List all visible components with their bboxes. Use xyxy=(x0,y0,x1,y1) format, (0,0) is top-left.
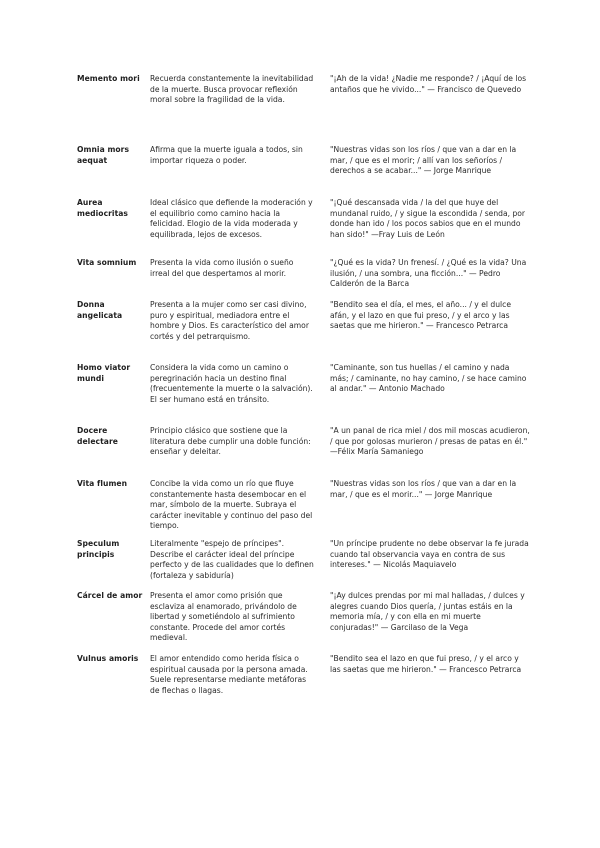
glossary-table xyxy=(77,74,530,704)
table-row xyxy=(77,198,527,258)
row-term: Omnia mors aequat xyxy=(77,145,130,165)
row-term: Vulnus amoris xyxy=(77,654,139,663)
row-quote: "¡Ah de la vida! ¿Nadie me responde? / ¡Aquí de los antaños que he vivido..." — Francisco de Quevedo xyxy=(330,74,527,94)
row-term: Vita somnium xyxy=(77,258,137,267)
row-definition: Considera la vida como un camino o peregrinación hacia un destino final (frecuentemente la muerte o la salvación). El ser humano está en tránsito. xyxy=(150,363,313,404)
row-definition: Presenta la vida como ilusión o sueño irreal del que despertamos al morir. xyxy=(150,258,294,278)
row-definition: Recuerda constantemente la inevitabilidad de la muerte. Busca provocar reflexión moral sobre la fragilidad de la vida. xyxy=(150,74,314,105)
table-row xyxy=(77,654,527,704)
table-row xyxy=(77,74,527,145)
row-quote: "Bendito sea el lazo en que fui preso, / y el arco y las saetas que me hirieron." — Francesco Petrarca xyxy=(330,654,522,674)
row-definition: Ideal clásico que defiende la moderación y el equilibrio como camino hacia la felicidad. Elogio de la vida moderada y equilibrada, lejos de excesos. xyxy=(150,198,313,239)
table-row xyxy=(77,300,527,363)
row-definition: Afirma que la muerte iguala a todos, sin importar riqueza o poder. xyxy=(150,145,303,165)
row-quote: "Nuestras vidas son los ríos / que van a dar en la mar, / que es el morir; / allí van los señoríos / derechos a se acabar..." — Jorge Manrique xyxy=(330,145,517,176)
row-quote: "¡Qué descansada vida / la del que huye del mundanal ruido, / y sigue la escondida / senda, por donde han ido / los pocos sabios que en el mundo han sido!" —Fray Luis de León xyxy=(330,198,526,239)
row-term: Homo viator mundi xyxy=(77,363,131,383)
table-row xyxy=(77,363,527,426)
table-row xyxy=(77,539,527,591)
row-term: Docere delectare xyxy=(77,426,118,446)
row-definition: Concibe la vida como un río que fluye constantemente hasta desembocar en el mar, símbolo de la muerte. Subraya el carácter inevitable y continuo del paso del tiempo. xyxy=(150,479,313,531)
row-term: Memento mori xyxy=(77,74,140,83)
table-row xyxy=(77,479,527,539)
table-row xyxy=(77,145,527,198)
row-quote: "Bendito sea el día, el mes, el año... / y el dulce afán, y el lazo en que fui preso, / y el arco y las saetas que me hirieron." — Francesco Petrarca xyxy=(330,300,512,331)
row-quote: "Un príncipe prudente no debe observar la fe jurada cuando tal observancia vaya en contra de sus intereses." — Nicolás Maquiavelo xyxy=(330,539,529,570)
row-definition: El amor entendido como herida física o espiritual causada por la persona amada. Suele representarse mediante metáforas de flechas o llagas. xyxy=(150,654,308,695)
table-row xyxy=(77,591,527,654)
row-term: Vita flumen xyxy=(77,479,128,488)
row-definition: Principio clásico que sostiene que la literatura debe cumplir una doble función: enseñar y deleitar. xyxy=(150,426,311,457)
row-quote: "Caminante, son tus huellas / el camino y nada más; / caminante, no hay camino, / se hace camino al andar." — Antonio Machado xyxy=(330,363,527,394)
row-definition: Literalmente "espejo de príncipes". Describe el carácter ideal del príncipe perfecto y de las cualidades que lo definen (fortaleza y sabiduría) xyxy=(150,539,314,580)
row-quote: "¡Ay dulces prendas por mi mal halladas, / dulces y alegres cuando Dios quería, / juntas estáis en la memoria mía, / y con ella en mi muerte conjuradas!" — Garcilaso de la Vega xyxy=(330,591,525,632)
row-quote: "¿Qué es la vida? Un frenesí. / ¿Qué es la vida? Una ilusión, / una sombra, una ficción..." — Pedro Calderón de la Barca xyxy=(330,258,527,289)
row-quote: "A un panal de rica miel / dos mil moscas acudieron, / que por golosas murieron / presas de patas en él." —Félix María Samaniego xyxy=(330,426,530,457)
row-term: Speculum principis xyxy=(77,539,120,559)
row-definition: Presenta a la mujer como ser casi divino, puro y espiritual, mediadora entre el hombre y Dios. Es característico del amor cortés y del petrarquismo. xyxy=(150,300,309,341)
row-term: Donna angelicata xyxy=(77,300,123,320)
table-row xyxy=(77,426,530,479)
table-row xyxy=(77,258,527,300)
row-term: Aurea mediocritas xyxy=(77,198,128,218)
row-quote: "Nuestras vidas son los ríos / que van a dar en la mar, / que es el morir..." — Jorge Manrique xyxy=(330,479,517,499)
row-term: Cárcel de amor xyxy=(77,591,143,600)
row-definition: Presenta el amor como prisión que esclaviza al enamorado, privándolo de libertad y sometiéndolo al sufrimiento constante. Procede del amor cortés medieval. xyxy=(150,591,297,643)
